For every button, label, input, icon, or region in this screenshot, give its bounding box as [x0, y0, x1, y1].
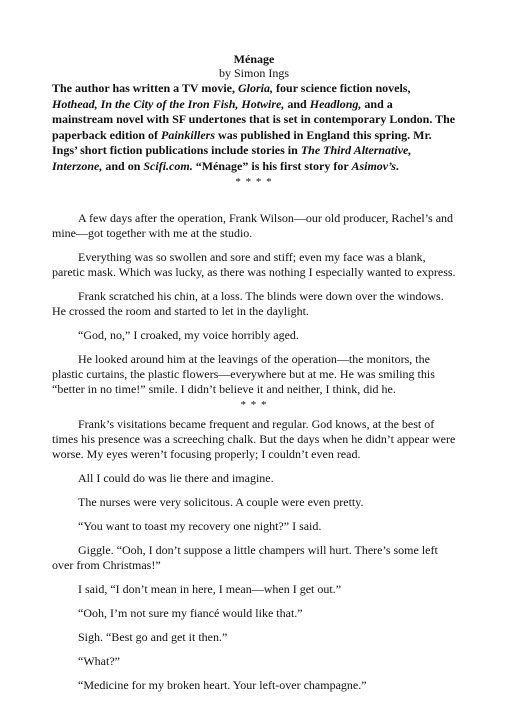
bio-title: Hothead, In the City of the Iron Fish, Hotwire, [52, 96, 285, 111]
paragraph: All I could do was lie there and imagine. [78, 471, 274, 485]
bio-text: and a mainstream novel with SF undertones that is set in contemporary London. The paperback edition of [52, 96, 456, 142]
bio-title: Painkillers [161, 127, 216, 142]
section-separator-mid: * * * [240, 399, 268, 411]
bio-text: was published in England this spring. Mr. Ings’ short fiction publications include stories in [52, 127, 432, 157]
bio-text: “Ménage” is his first story for [192, 158, 352, 173]
bio-text: The author has written a TV movie, [52, 81, 239, 95]
paragraph: “God, no,” I croaked, my voice horribly aged. [78, 328, 299, 342]
paragraph: Frank’s visitations became frequent and regular. God knows, at the best of times his presence was a screeching chalk. But the days when he didn’t appear were worse. My eyes weren’t focusing properly; I couldn’t even read. [52, 417, 456, 461]
paragraph: “You want to toast my recovery one night?” I said. [78, 519, 322, 533]
paragraph: “What?” [78, 654, 120, 668]
paragraph: He looked around him at the leavings of the operation—the monitors, the plastic curtains, the plastic flowers—everywhere but at me. He was smiling this “better in no time!” smile. I didn’t believe it and neither, I think, did he. [52, 352, 435, 396]
bio-title: Gloria, [238, 81, 274, 95]
author-bio [52, 81, 456, 174]
paragraph: Giggle. “Ooh, I don’t suppose a little champers will hurt. There’s some left over from Christmas!” [52, 543, 438, 572]
paragraph: A few days after the operation, Frank Wilson—our old producer, Rachel’s and mine—got together with me at the studio. [52, 211, 454, 240]
paragraph: Everything was so swollen and sore and stiff; even my face was a blank, paretic mask. Which was lucky, as there was nothing I especially wanted to express. [52, 250, 456, 279]
bio-text: and [284, 96, 310, 111]
bio-title: Asimov’s [351, 158, 396, 173]
paragraph: “Ooh, I’m not sure my fiancé would like that.” [78, 606, 303, 620]
bio-text: . [395, 158, 399, 173]
bio-text: and on [102, 158, 144, 173]
bio-title: The Third Alternative, Interzone, [52, 143, 412, 173]
story-title: Ménage [233, 52, 275, 66]
story-byline: by Simon Ings [218, 66, 289, 80]
bio-title: Scifi.com. [143, 158, 193, 173]
paragraph: Sigh. “Best go and get it then.” [78, 630, 228, 644]
paragraph: The nurses were very solicitous. A couple were even pretty. [78, 495, 364, 509]
section-separator-top: * * * * [235, 176, 273, 188]
paragraph: I said, “I don’t mean in here, I mean—when I get out.” [78, 582, 342, 596]
paragraph: Frank scratched his chin, at a loss. The blinds were down over the windows. He crossed the room and started to let in the daylight. [52, 289, 444, 318]
bio-title: Headlong, [309, 96, 362, 111]
paragraph: “Medicine for my broken heart. Your left-over champagne.” [78, 678, 367, 692]
bio-text: four science fiction novels, [273, 81, 411, 95]
